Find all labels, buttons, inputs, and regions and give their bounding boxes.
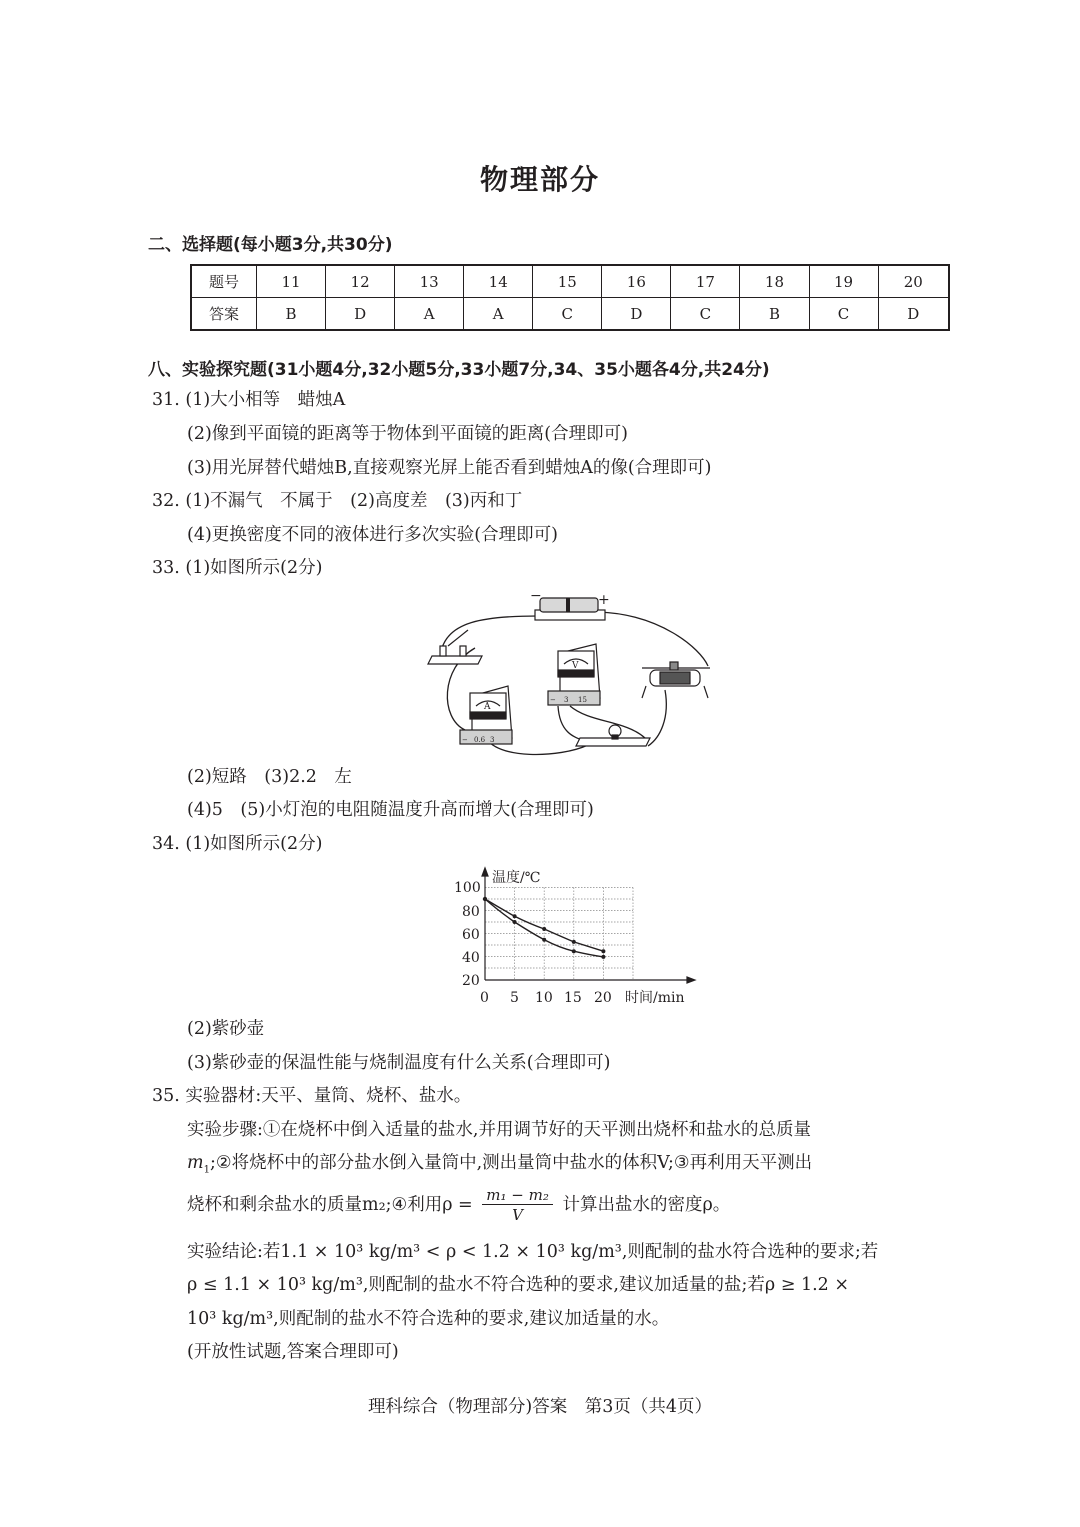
table-cell: 15 [533,265,602,298]
q35-steps-a: 实验步骤:①在烧杯中倒入适量的盐水,并用调节好的天平测出烧杯和盐水的总质量 [187,1120,811,1140]
y-tick: 100 [454,880,481,896]
x-tick: 5 [510,990,519,1006]
table-cell: D [602,298,671,331]
table-cell: 16 [602,265,671,298]
voltmeter-terminal-3: 3 [564,696,569,704]
q34-line2: (2)紫砂壶 [187,1019,265,1039]
row-header: 题号 [191,265,257,298]
battery-minus-label: − [530,588,542,604]
table-cell: 12 [326,265,395,298]
ammeter-terminal-3: 3 [490,736,495,744]
voltmeter-terminal-15: 15 [578,696,587,704]
q34-line3: (3)紫砂壶的保温性能与烧制温度有什么关系(合理即可) [187,1053,611,1073]
y-axis-label: 温度/℃ [492,870,541,886]
page-title: 物理部分 [479,163,600,196]
table-cell: A [395,298,464,331]
q35-steps-c: 烧杯和剩余盐水的质量m₂;④利用ρ = $\frac{\text{m₁ − m₂}}{V}$ 计算出盐水的密度ρ。 [187,1186,731,1224]
table-cell: 14 [464,265,533,298]
table-cell: 20 [878,265,949,298]
q31-line2: (2)像到平面镜的距离等于物体到平面镜的距离(合理即可) [187,424,628,444]
y-tick: 80 [462,904,480,920]
voltmeter-symbol: V [572,661,579,671]
table-cell: 17 [671,265,740,298]
q34-line1: 34. (1)如图所示(2分) [152,834,323,854]
table-cell: B [740,298,809,331]
table-cell: 19 [809,265,878,298]
q31-line3: (3)用光屏替代蜡烛B,直接观察光屏上能否看到蜡烛A的像(合理即可) [187,458,712,478]
circuit-diagram [420,588,720,760]
m1-symbol: m [187,1153,204,1173]
q35-conclusion-3: 10³ kg/m³,则配制的盐水不符合选种的要求,建议加适量的水。 [187,1309,670,1329]
q32-line1: 32. (1)不漏气 不属于 (2)高度差 (3)丙和丁 [152,491,523,511]
table-cell: C [671,298,740,331]
battery-icon [535,598,605,620]
ammeter-terminal-0.6: 0.6 [474,736,486,744]
x-tick: 10 [535,990,553,1006]
q35-line1: 35. 实验器材:天平、量筒、烧杯、盐水。 [152,1086,472,1106]
q35-steps-b: $m_1;②$将烧杯中的部分盐水倒入量筒中,测出量筒中盐水的体积V;③再利用天平测出 [187,1153,813,1176]
table-cell: 13 [395,265,464,298]
table-cell: C [533,298,602,331]
answer-table [190,264,950,331]
density-formula: $\frac{\text{m₁ − m₂}}{V}$ [482,1186,553,1225]
choice-section-heading: 二、选择题(每小题3分,共30分) [148,235,393,255]
x-axis-label: 时间/min [625,990,685,1006]
table-row-answers [191,298,949,331]
x-tick: 0 [480,990,489,1006]
q33-line2: (2)短路 (3)2.2 左 [187,767,352,787]
table-cell: A [464,298,533,331]
page-footer: 理科综合（物理部分)答案 第3页（共4页） [367,1397,713,1417]
battery-plus-label: + [598,592,610,608]
table-cell: D [326,298,395,331]
row-header: 答案 [191,298,257,331]
y-tick: 60 [462,927,480,943]
q31-line1: 31. (1)大小相等 蜡烛A [152,390,346,410]
experiment-section-heading: 八、实验探究题(31小题4分,32小题5分,33小题7分,34、35小题各4分,共24分) [148,360,770,380]
q33-line1: 33. (1)如图所示(2分) [152,558,323,578]
q35-conclusion-2: ρ ≤ 1.1 × 10³ kg/m³,则配制的盐水不符合选种的要求,建议加适量的盐;若ρ ≥ 1.2 × [187,1275,850,1295]
q33-line3: (4)5 (5)小灯泡的电阻随温度升高而增大(合理即可) [187,800,594,820]
ammeter-terminal-minus: − [462,736,468,744]
table-cell: B [257,298,326,331]
q35-note: (开放性试题,答案合理即可) [187,1342,399,1362]
x-tick: 15 [564,990,582,1006]
ammeter-symbol: A [484,702,491,712]
table-row-numbers [191,265,949,298]
temperature-chart [440,860,710,1010]
table-cell: D [878,298,949,331]
table-cell: C [809,298,878,331]
x-tick: 20 [594,990,612,1006]
y-tick: 20 [462,973,480,989]
rheostat-icon [642,662,710,698]
chart-grid [485,888,633,981]
voltmeter-terminal-minus: − [550,696,556,704]
q35-conclusion-1: 实验结论:若1.1 × 10³ kg/m³ < ρ < 1.2 × 10³ kg/m³,则配制的盐水符合选种的要求;若 [187,1242,879,1262]
table-cell: 18 [740,265,809,298]
bulb-icon [576,725,650,746]
q32-line2: (4)更换密度不同的液体进行多次实验(合理即可) [187,525,558,545]
y-tick: 40 [462,950,480,966]
table-cell: 11 [257,265,326,298]
switch-icon [428,630,482,664]
